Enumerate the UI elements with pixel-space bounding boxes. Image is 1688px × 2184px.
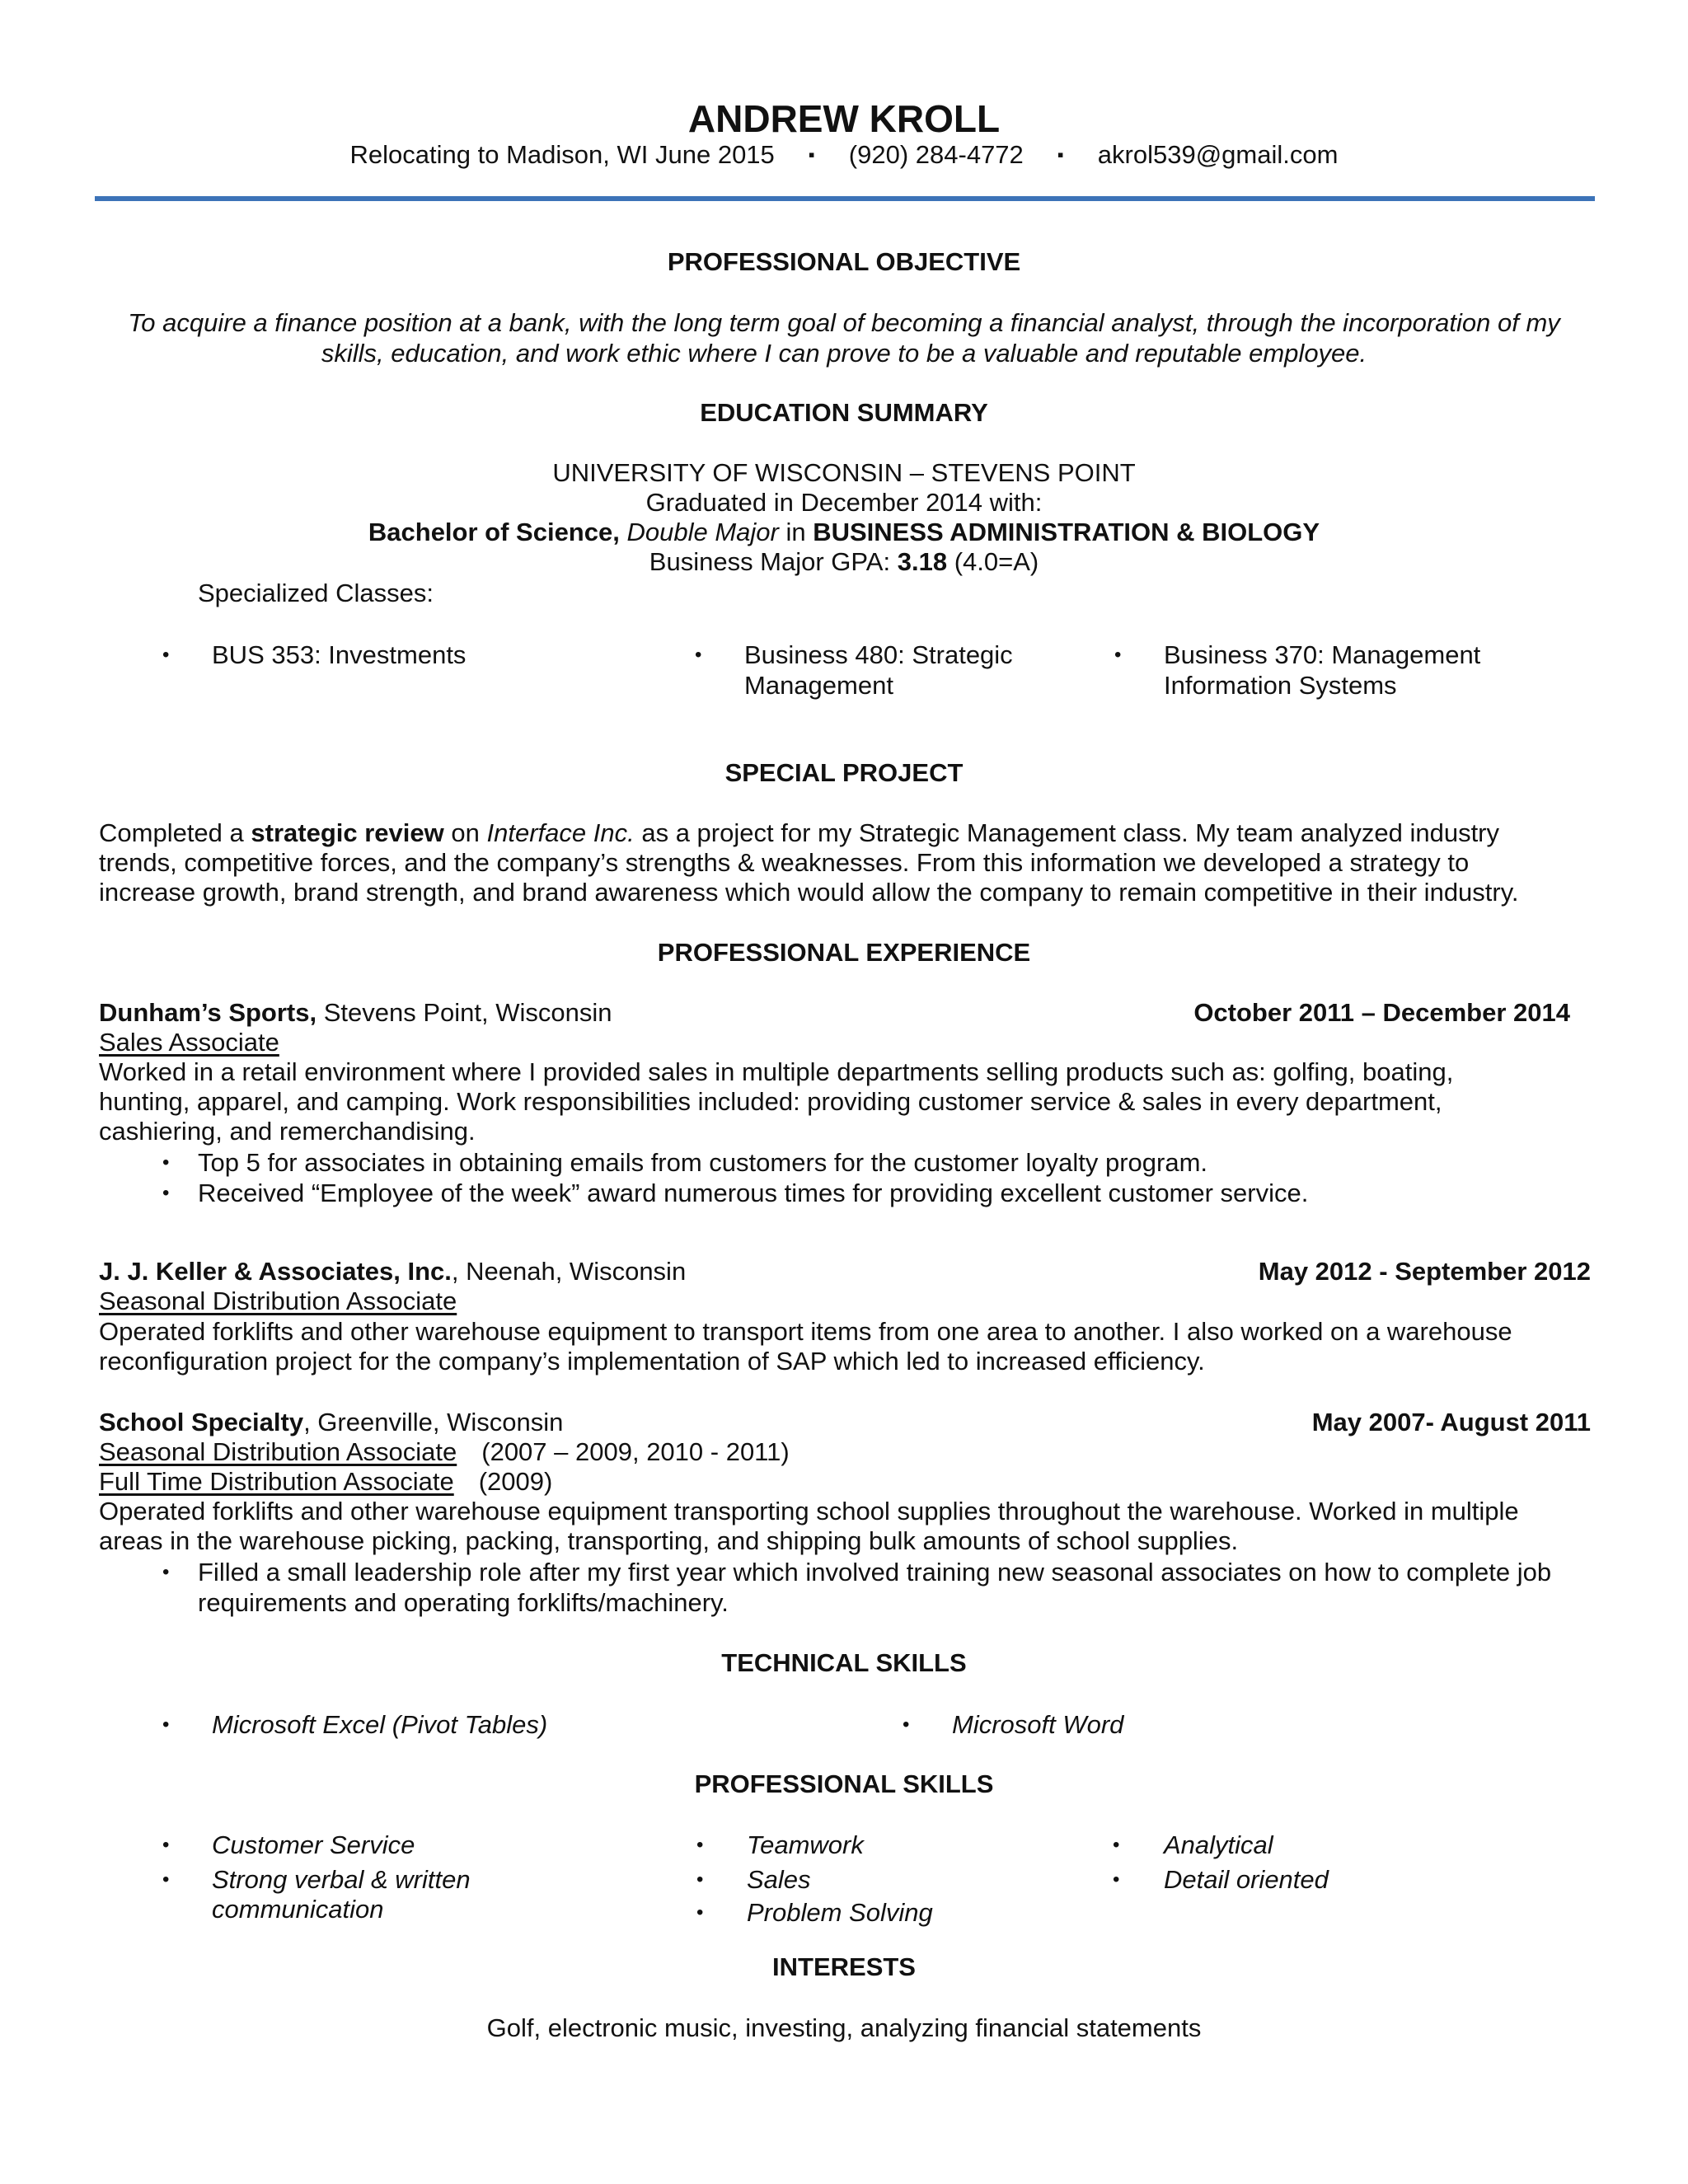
bullet-icon: • [162,1182,170,1204]
job-description: hunting, apparel, and camping. Work responsibilities included: providing customer service & sales in every department, [99,1087,1442,1116]
candidate-name: ANDREW KROLL [687,97,1001,140]
objective-line-1: To acquire a finance position at a bank, with the long term goal of becoming a financial analyst, through the incorporation of my [128,308,1560,337]
job-bullet: Received “Employee of the week” award numerous times for providing excellent customer service. [198,1179,1309,1207]
job-description: cashiering, and remerchandising. [99,1117,476,1146]
bullet-icon: • [696,1868,704,1891]
separator-icon: ▪ [1057,144,1064,165]
job-bullet-cont: requirements and operating forklifts/machinery. [198,1588,729,1617]
bullet-icon: • [162,1713,170,1736]
class-item: Business 480: Strategic [744,640,1013,669]
bullet-icon: • [162,644,170,666]
project-line-3: increase growth, brand strength, and brand awareness which would allow the company to remain competitive in their industry. [99,878,1519,907]
bullet-icon: • [696,1834,704,1856]
bullet-icon: • [695,644,702,666]
job-dates: May 2007- August 2011 [1311,1408,1591,1436]
phone-text: (920) 284-4772 [848,140,1024,169]
bullet-icon: • [162,1868,170,1891]
objective-heading: PROFESSIONAL OBJECTIVE [667,247,1021,276]
bullet-icon: • [1113,1834,1120,1856]
school-name: UNIVERSITY OF WISCONSIN – STEVENS POINT [552,458,1136,487]
location-text: Relocating to Madison, WI June 2015 [349,140,775,169]
job-dates: May 2012 - September 2012 [1258,1257,1591,1286]
skill-item: Sales [747,1865,811,1894]
separator-icon: ▪ [808,144,815,165]
class-item: BUS 353: Investments [212,640,467,669]
skill-item: Problem Solving [747,1898,933,1927]
bullet-icon: • [696,1901,704,1924]
graduation-line: Graduated in December 2014 with: [645,488,1043,517]
job-description: Operated forklifts and other warehouse equipment to transport items from one area to another. I also worked on a warehouse [99,1317,1512,1346]
bullet-icon: • [162,1151,170,1174]
bullet-icon: • [1113,1868,1120,1891]
job-employer: J. J. Keller & Associates, Inc., Neenah, Wisconsin [99,1257,687,1286]
job-dates: October 2011 – December 2014 [1193,998,1570,1027]
objective-line-2: skills, education, and work ethic where I can prove to be a valuable and reputable employee. [321,339,1367,368]
interests-text: Golf, electronic music, investing, analyzing financial statements [486,2013,1202,2042]
skill-item: Microsoft Word [952,1710,1124,1739]
project-line-2: trends, competitive forces, and the company’s strengths & weaknesses. From this information we developed a strategy to [99,848,1470,877]
project-line-1: Completed a strategic review on Interface Inc. as a project for my Strategic Management class. My team analyzed industry [99,818,1500,847]
professional-heading: PROFESSIONAL SKILLS [694,1769,994,1798]
bullet-icon: • [162,1561,170,1583]
skill-item: Strong verbal & written [212,1865,471,1894]
bullet-icon: • [1114,644,1122,666]
classes-label: Specialized Classes: [198,579,434,607]
job-title-line: Full Time Distribution Associate (2009) [99,1467,553,1496]
header-divider [95,196,1595,201]
class-item: Business 370: Management [1164,640,1481,669]
education-heading: EDUCATION SUMMARY [700,398,988,427]
job-description: reconfiguration project for the company’s implementation of SAP which led to increased efficiency. [99,1347,1205,1376]
job-employer: Dunham’s Sports, Stevens Point, Wisconsin [99,998,612,1027]
skill-item: Analytical [1164,1830,1273,1859]
interests-heading: INTERESTS [772,1952,916,1981]
job-employer: School Specialty, Greenville, Wisconsin [99,1408,564,1436]
job-description: areas in the warehouse picking, packing, transporting, and shipping bulk amounts of school supplies. [99,1526,1239,1555]
bullet-icon: • [903,1713,910,1736]
class-item-cont: Management [744,671,893,700]
job-bullet: Top 5 for associates in obtaining emails from customers for the customer loyalty program. [198,1148,1208,1177]
gpa-line: Business Major GPA: 3.18 (4.0=A) [649,547,1039,576]
skill-item: Customer Service [212,1830,415,1859]
project-heading: SPECIAL PROJECT [724,758,964,787]
job-description: Operated forklifts and other warehouse equipment transporting school supplies throughout the warehouse. Worked in multiple [99,1497,1519,1526]
skill-item: Microsoft Excel (Pivot Tables) [212,1710,548,1739]
skill-item: Detail oriented [1164,1865,1329,1894]
experience-heading: PROFESSIONAL EXPERIENCE [657,938,1031,967]
job-description: Worked in a retail environment where I provided sales in multiple departments selling products such as: golfing, boating, [99,1057,1454,1086]
technical-heading: TECHNICAL SKILLS [721,1648,967,1677]
email-link[interactable]: akrol539@gmail.com [1097,140,1339,169]
job-title-line: Seasonal Distribution Associate (2007 – 2009, 2010 - 2011) [99,1437,790,1466]
skill-item-cont: communication [212,1895,384,1924]
bullet-icon: • [162,1834,170,1856]
job-title: Seasonal Distribution Associate [99,1286,457,1315]
contact-line [97,138,1591,171]
degree-line: Bachelor of Science, Double Major in BUSINESS ADMINISTRATION & BIOLOGY [368,518,1320,546]
class-item-cont: Information Systems [1164,671,1397,700]
job-title: Sales Associate [99,1028,279,1057]
job-bullet: Filled a small leadership role after my first year which involved training new seasonal associates on how to complete job [198,1558,1552,1586]
skill-item: Teamwork [747,1830,864,1859]
